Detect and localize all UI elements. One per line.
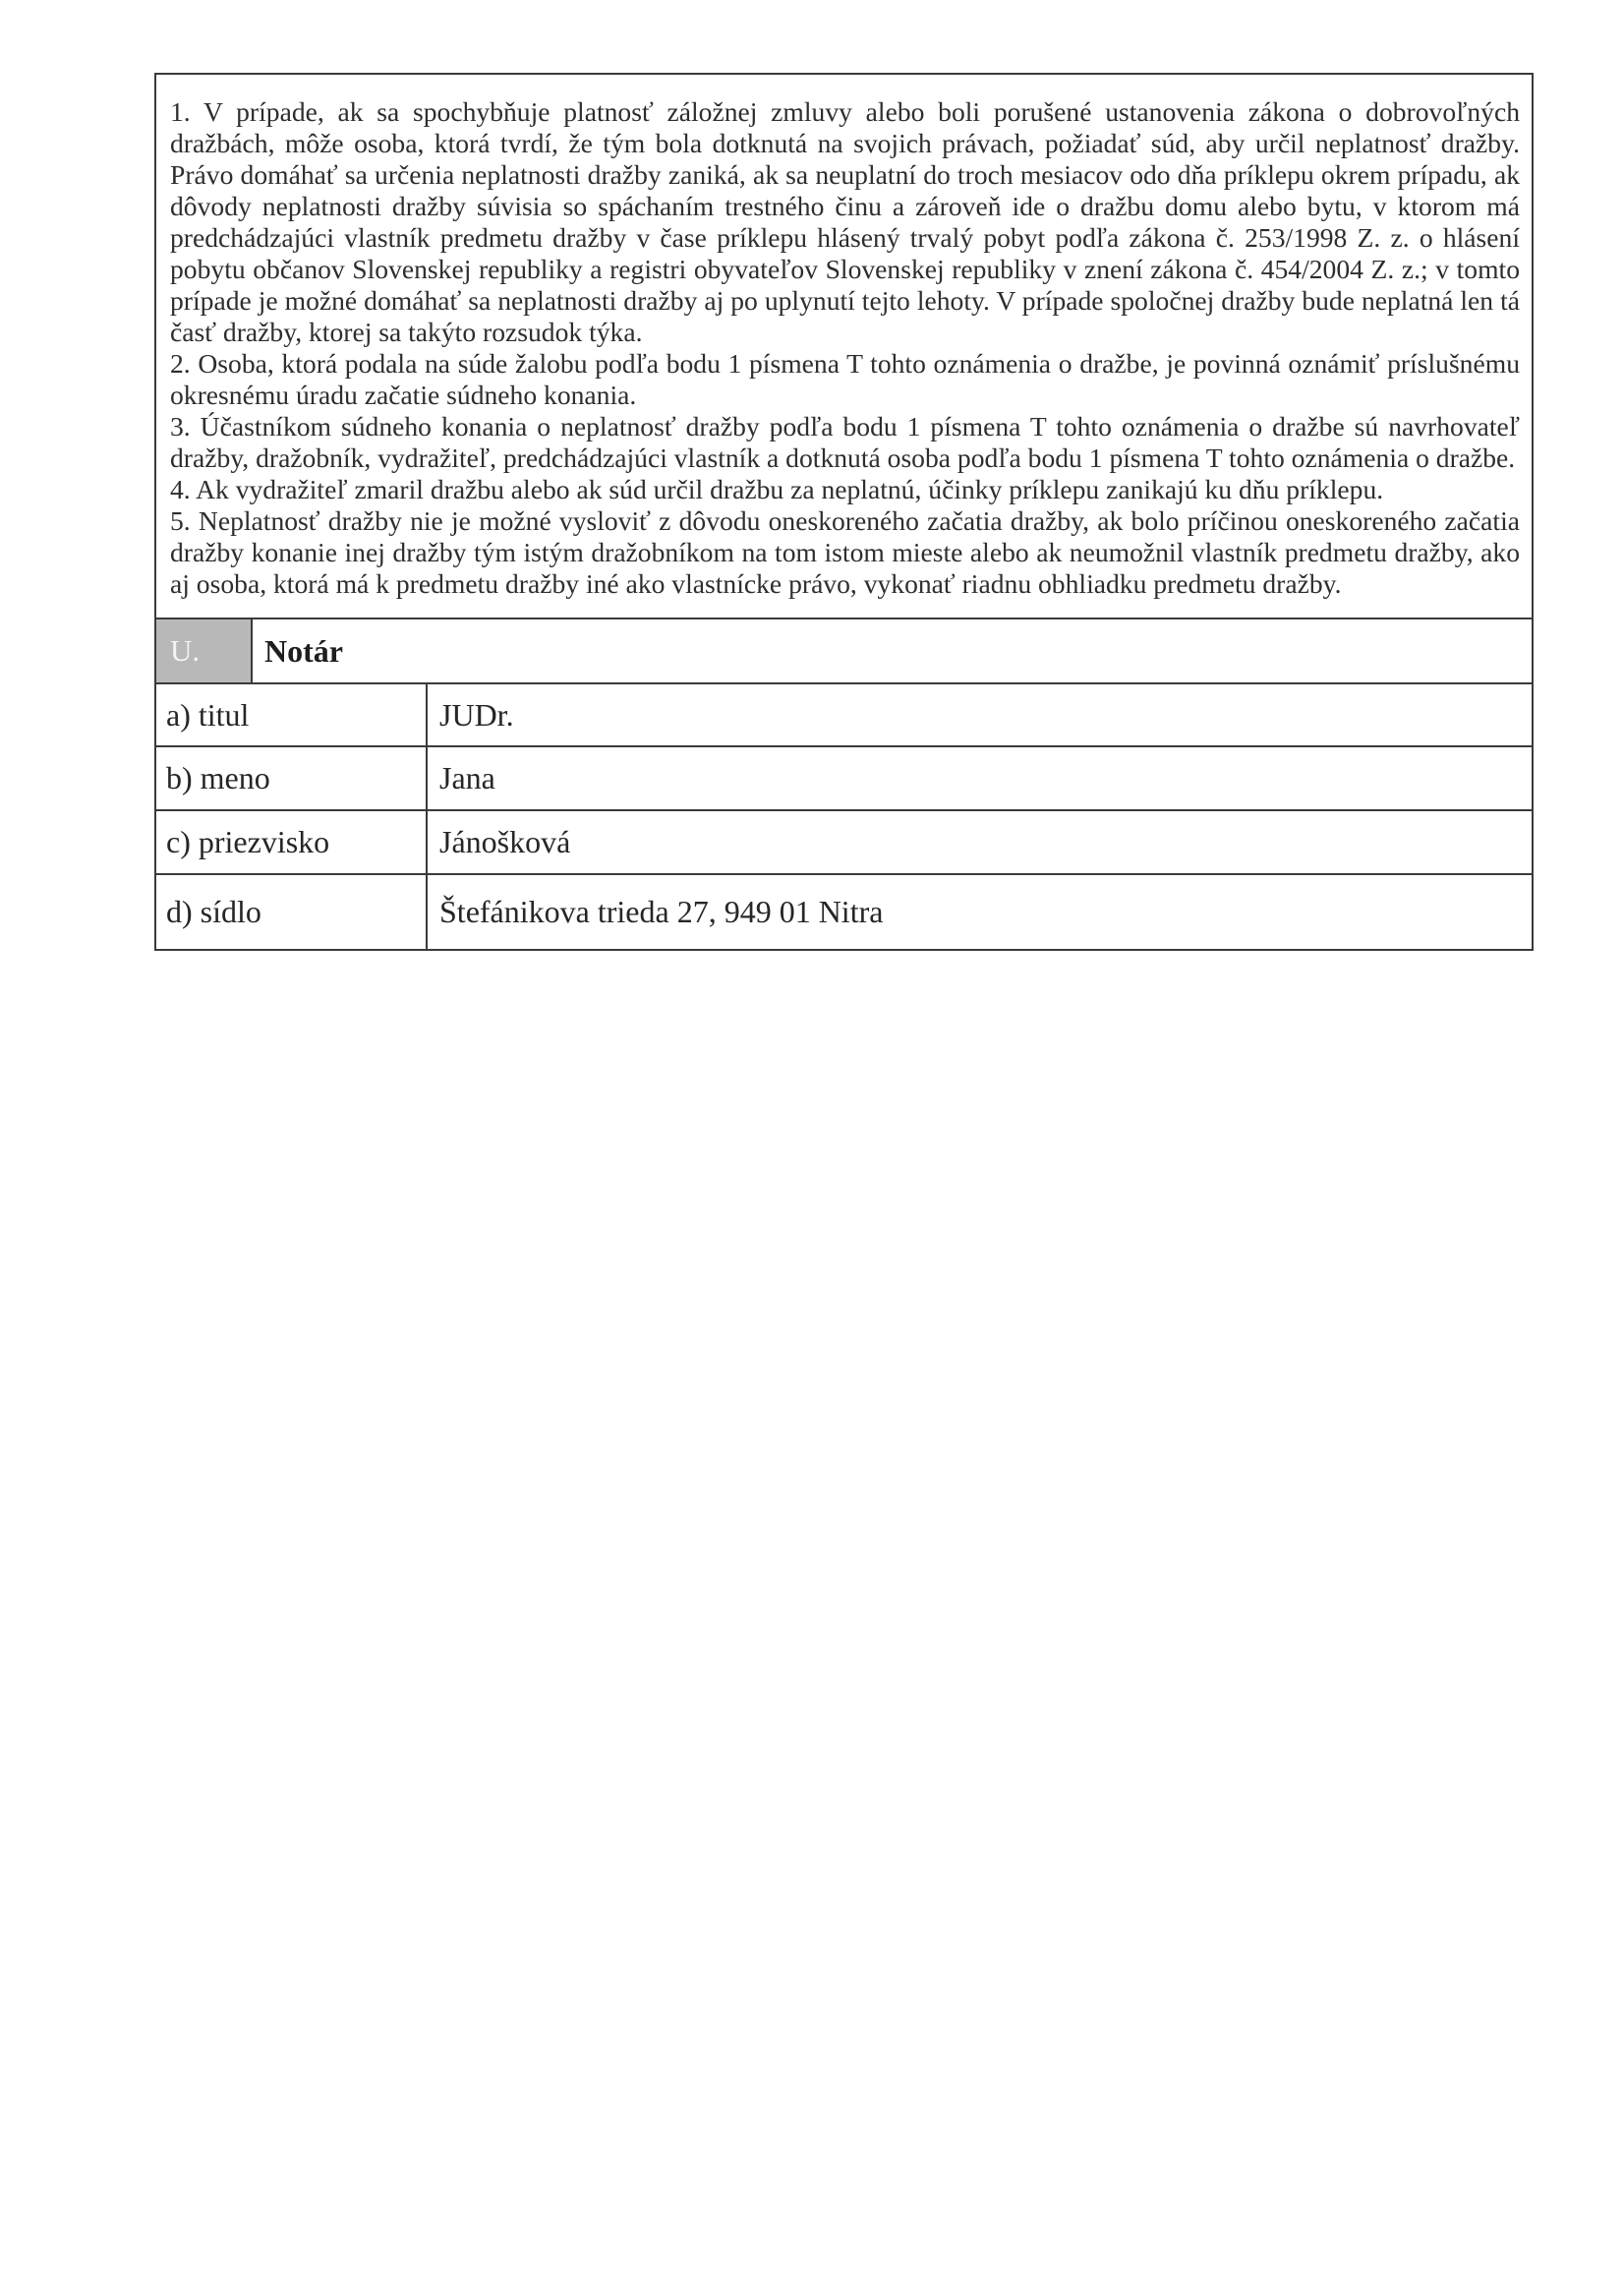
document-frame [154,73,1534,951]
rule-paragraph-4: 4. Ak vydražiteľ zmaril dražbu alebo ak súd určil dražbu za neplatnú, účinky príklepu zanikajú ku dňu príklepu. [170,474,1384,504]
row-value-name: Jana [439,760,495,795]
row-label-surname: c) priezvisko [156,811,428,873]
row-value-seat: Štefánikova trieda 27, 949 01 Nitra [439,894,884,929]
rule-paragraph-2: 2. Osoba, ktorá podala na súde žalobu podľa bodu 1 písmena T tohto oznámenia o dražbe, je povinná oznámiť príslušnému okresnému úradu začatie súdneho konania. [170,348,1520,410]
notary-table [156,684,1532,949]
rule-paragraph-5: 5. Neplatnosť dražby nie je možné vysloviť z dôvodu oneskoreného začatia dražby, ak bolo príčinou oneskoreného začatia dražby konanie inej dražby tým istým dražobníkom na tom istom mieste alebo ak neumožnil vlastník predmetu dražby, ako aj osoba, ktorá má k predmetu dražby iné ako vlastnícke právo, vykonať riadnu obhliadku predmetu dražby. [170,505,1520,599]
section-title: Notár [264,632,343,669]
rules-text-block [156,75,1532,619]
row-label-title: a) titul [156,684,428,745]
rule-paragraph-3: 3. Účastníkom súdneho konania o neplatnosť dražby podľa bodu 1 písmena T tohto oznámenia o dražbe sú navrhovateľ dražby, dražobník, vydražiteľ, predchádzajúci vlastník a dotknutá osoba podľa bodu 1 písmena T tohto oznámenia o dražbe. [170,411,1520,473]
notary-section-header [156,619,1532,684]
table-row [156,684,1532,747]
row-value-title: JUDr. [439,696,514,733]
table-row [156,875,1532,949]
rule-paragraph-1: 1. V prípade, ak sa spochybňuje platnosť záložnej zmluvy alebo boli porušené ustanovenia zákona o dobrovoľných dražbách, môže osoba, ktorá tvrdí, že tým bola dotknutá na svojich právach, požiadať súd, aby určil neplatnosť dražby. Právo domáhať sa určenia neplatnosti dražby zaniká, ak sa neuplatní do troch mesiacov odo dňa príklepu okrem prípadu, ak dôvody neplatnosti dražby súvisia so spáchaním trestného činu a zároveň ide o dražbu domu alebo bytu, v ktorom má predchádzajúci vlastník predmetu dražby v čase príklepu hlásený trvalý pobyt podľa zákona č. 253/1998 Z. z. o hlásení pobytu občanov Slovenskej republiky a registri obyvateľov Slovenskej republiky v znení zákona č. 454/2004 Z. z.; v tomto prípade je možné domáhať sa neplatnosti dražby aj po uplynutí tejto lehoty. V prípade spoločnej dražby bude neplatná len tá časť dražby, ktorej sa takýto rozsudok týka. [170,96,1520,347]
table-row [156,811,1532,875]
row-value-surname: Jánošková [439,824,571,859]
table-row [156,747,1532,811]
row-label-name: b) meno [156,747,428,809]
row-label-seat: d) sídlo [156,875,428,949]
section-letter: U. [156,619,253,682]
